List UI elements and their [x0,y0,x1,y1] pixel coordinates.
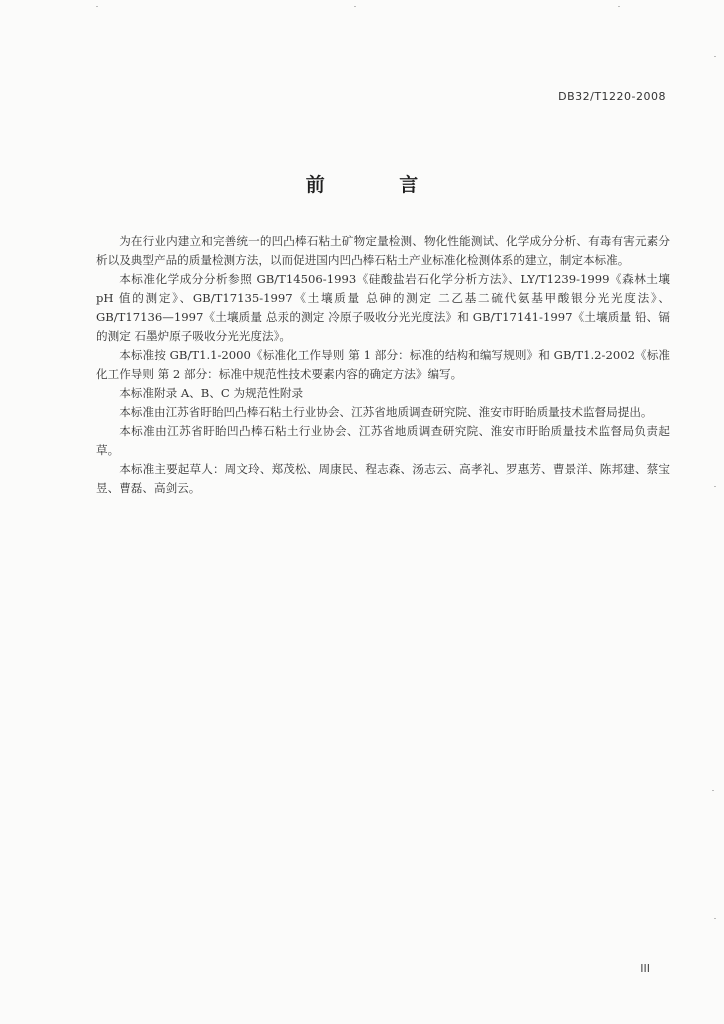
paragraph-drafting-rules: 本标准按 GB/T1.1-2000《标准化工作导则 第 1 部分：标准的结构和编写规则》和 GB/T1.2-2002《标准化工作导则 第 2 部分：标准中规范性技术要素内容的确定方法》编写。 [96,348,670,381]
scan-artifact [96,6,98,7]
standard-code: DB32/T1220-2008 [558,90,666,103]
paragraph-drafter: 本标准由江苏省盱眙凹凸棒石粘土行业协会、江苏省地质调查研究院、淮安市盱眙质量技术监督局负责起草。 [96,424,670,457]
paragraph-references: 本标准化学成分分析参照 GB/T14506-1993《硅酸盐岩石化学分析方法》、LY/T1239-1999《森林土壤 pH 值的测定》、GB/T17135-1997《土壤质量 总砷的测定 二乙基二硫代氨基甲酸银分光光度法》、GB/T17136—1997《土壤质量 总汞的测定 冷原子吸收分光光度法》和 GB/T17141-1997《土壤质量 铅、镉的测定 石墨炉原子吸收分光光度法》。 [96,272,670,343]
foreword-body [96,232,670,498]
scan-artifact [714,918,716,919]
paragraph-proposer: 本标准由江苏省盱眙凹凸棒石粘土行业协会、江苏省地质调查研究院、淮安市盱眙质量技术监督局提出。 [119,405,653,419]
paragraph-authors: 本标准主要起草人：周文玲、郑茂松、周康民、程志森、汤志云、高孝礼、罗惠芳、曹景洋、陈邦建、蔡宝昱、曹磊、高剑云。 [96,462,670,495]
scan-artifact [618,6,620,7]
scan-artifact [714,56,716,57]
paragraph-purpose: 为在行业内建立和完善统一的凹凸棒石粘土矿物定量检测、物化性能测试、化学成分分析、有毒有害元素分析以及典型产品的质量检测方法，以而促进国内凹凸棒石粘土产业标准化检测体系的建立，制定本标准。 [96,234,670,267]
scan-artifact [714,486,716,487]
page-number: III [640,962,650,975]
scan-artifact [712,790,714,791]
page-title: 前 言 [305,174,453,196]
scan-artifact [354,6,356,7]
paragraph-appendix: 本标准附录 A、B、C 为规范性附录 [119,386,304,400]
